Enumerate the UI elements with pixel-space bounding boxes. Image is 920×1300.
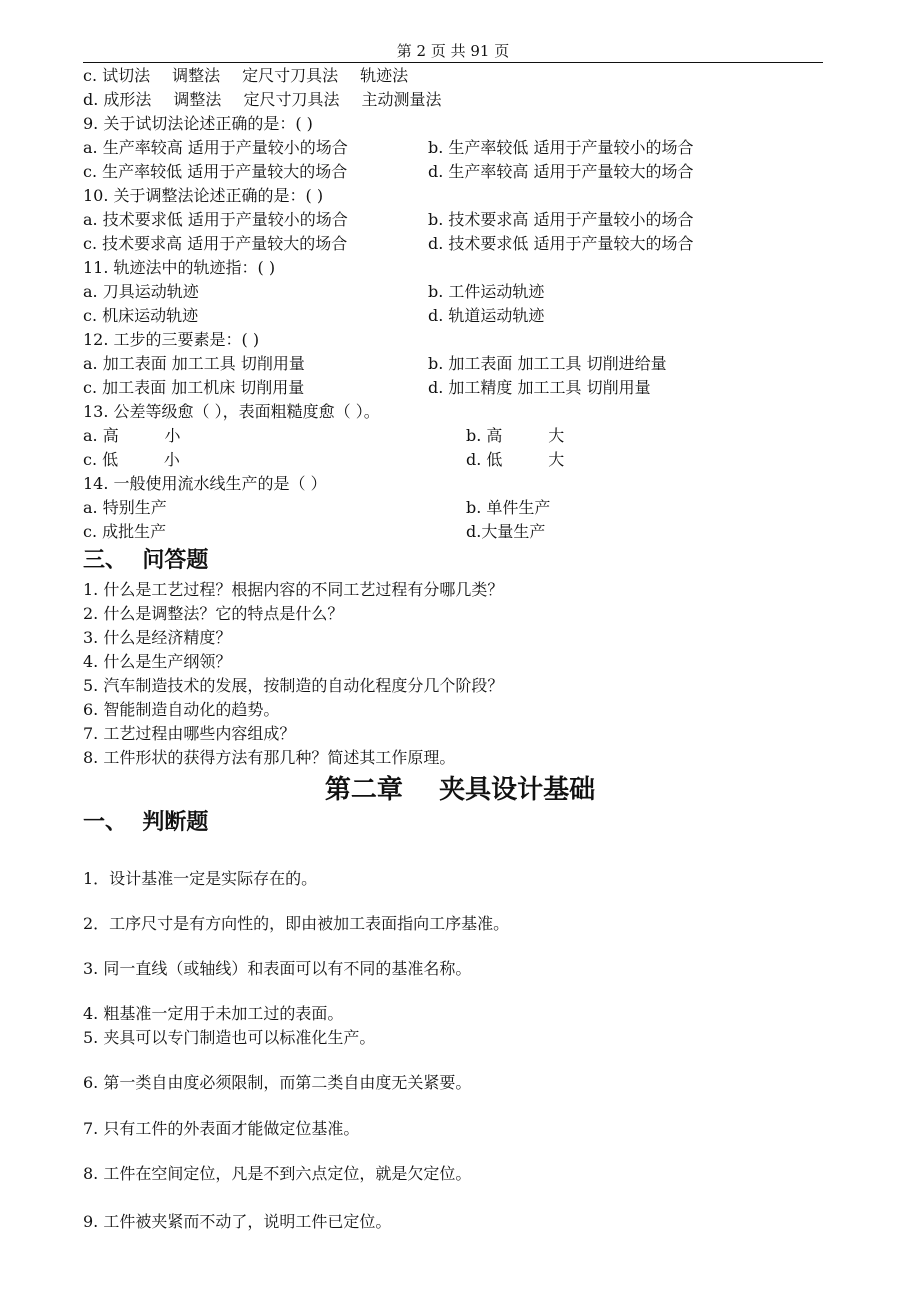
question-11-option-a: a. 刀具运动轨迹 xyxy=(83,282,199,301)
question-14-option-c: c. 成批生产 xyxy=(83,522,167,541)
qa-question-3: 3. 什么是经济精度？ xyxy=(83,628,232,647)
question-12-option-a: a. 加工表面 加工工具 切削用量 xyxy=(83,354,305,373)
option-text: 定尺寸刀具法 xyxy=(243,90,340,109)
qa-question-2: 2. 什么是调整法？它的特点是什么？ xyxy=(83,604,344,623)
option-row-c xyxy=(83,64,408,88)
question-12-option-b: b. 加工表面 加工工具 切削进给量 xyxy=(428,354,667,373)
question-10-stem: 10. 关于调整法论述正确的是：( ) xyxy=(83,186,324,205)
option-text: 主动测量法 xyxy=(361,90,442,109)
qa-question-4: 4. 什么是生产纲领？ xyxy=(83,652,232,671)
section-heading-judgement: 一、 判断题 xyxy=(83,810,209,835)
option-text: d. 成形法 xyxy=(83,90,152,109)
option-text: 定尺寸刀具法 xyxy=(242,66,339,85)
question-13-option-c: c. 低 小 xyxy=(83,450,180,469)
option-text: 调整法 xyxy=(173,90,222,109)
question-11-option-d: d. 轨道运动轨迹 xyxy=(428,306,545,325)
question-12-stem: 12. 工步的三要素是：( ) xyxy=(83,330,260,349)
qa-question-7: 7. 工艺过程由哪些内容组成？ xyxy=(83,724,296,743)
question-14-stem: 14. 一般使用流水线生产的是（ ） xyxy=(83,474,327,493)
question-14-option-d: d.大量生产 xyxy=(466,522,546,541)
question-13-option-d: d. 低 大 xyxy=(466,450,565,469)
judgement-item-2: 2．工序尺寸是有方向性的，即由被加工表面指向工序基准。 xyxy=(83,914,510,933)
option-text: c. 试切法 xyxy=(83,66,151,85)
question-11-stem: 11. 轨迹法中的轨迹指：( ) xyxy=(83,258,276,277)
section-heading-qa: 三、 问答题 xyxy=(83,548,209,573)
question-13-stem: 13. 公差等级愈（ ），表面粗糙度愈（ ）。 xyxy=(83,402,380,421)
chapter-title: 第二章 夹具设计基础 xyxy=(324,775,596,805)
qa-question-8: 8. 工件形状的获得方法有那几种？简述其工作原理。 xyxy=(83,748,456,767)
qa-question-6: 6. 智能制造自动化的趋势。 xyxy=(83,700,280,719)
question-13-option-b: b. 高 大 xyxy=(466,426,565,445)
question-9-option-a: a. 生产率较高 适用于产量较小的场合 xyxy=(83,138,348,157)
question-12-option-d: d. 加工精度 加工工具 切削用量 xyxy=(428,378,651,397)
question-10-option-a: a. 技术要求低 适用于产量较小的场合 xyxy=(83,210,348,229)
judgement-item-5: 5. 夹具可以专门制造也可以标准化生产。 xyxy=(83,1028,376,1047)
question-14-option-b: b. 单件生产 xyxy=(466,498,551,517)
question-12-option-c: c. 加工表面 加工机床 切削用量 xyxy=(83,378,305,397)
judgement-item-4: 4. 粗基准一定用于未加工过的表面。 xyxy=(83,1004,344,1023)
question-11-option-c: c. 机床运动轨迹 xyxy=(83,306,199,325)
question-9-option-d: d. 生产率较高 适用于产量较大的场合 xyxy=(428,162,694,181)
question-14-option-a: a. 特别生产 xyxy=(83,498,167,517)
question-9-stem: 9. 关于试切法论述正确的是：( ) xyxy=(83,114,313,133)
judgement-item-1: 1．设计基准一定是实际存在的。 xyxy=(83,869,318,888)
judgement-item-6: 6. 第一类自由度必须限制，而第二类自由度无关紧要。 xyxy=(83,1073,472,1092)
judgement-item-7: 7. 只有工件的外表面才能做定位基准。 xyxy=(83,1119,360,1138)
option-text: 调整法 xyxy=(172,66,221,85)
qa-question-1: 1. 什么是工艺过程？根据内容的不同工艺过程有分哪几类？ xyxy=(83,580,504,599)
question-11-option-b: b. 工件运动轨迹 xyxy=(428,282,545,301)
question-9-option-b: b. 生产率较低 适用于产量较小的场合 xyxy=(428,138,694,157)
header-divider xyxy=(83,62,823,63)
question-10-option-d: d. 技术要求低 适用于产量较大的场合 xyxy=(428,234,694,253)
option-text: 轨迹法 xyxy=(360,66,409,85)
qa-question-5: 5. 汽车制造技术的发展，按制造的自动化程度分几个阶段？ xyxy=(83,676,504,695)
page-header: 第 2 页 共 91 页 xyxy=(396,42,510,60)
question-9-option-c: c. 生产率较低 适用于产量较大的场合 xyxy=(83,162,348,181)
judgement-item-3: 3. 同一直线（或轴线）和表面可以有不同的基准名称。 xyxy=(83,959,472,978)
question-13-option-a: a. 高 小 xyxy=(83,426,181,445)
judgement-item-8: 8. 工件在空间定位，凡是不到六点定位，就是欠定位。 xyxy=(83,1164,472,1183)
judgement-item-9: 9. 工件被夹紧而不动了，说明工件已定位。 xyxy=(83,1212,392,1231)
option-row-d xyxy=(83,88,441,112)
question-10-option-c: c. 技术要求高 适用于产量较大的场合 xyxy=(83,234,348,253)
question-10-option-b: b. 技术要求高 适用于产量较小的场合 xyxy=(428,210,694,229)
